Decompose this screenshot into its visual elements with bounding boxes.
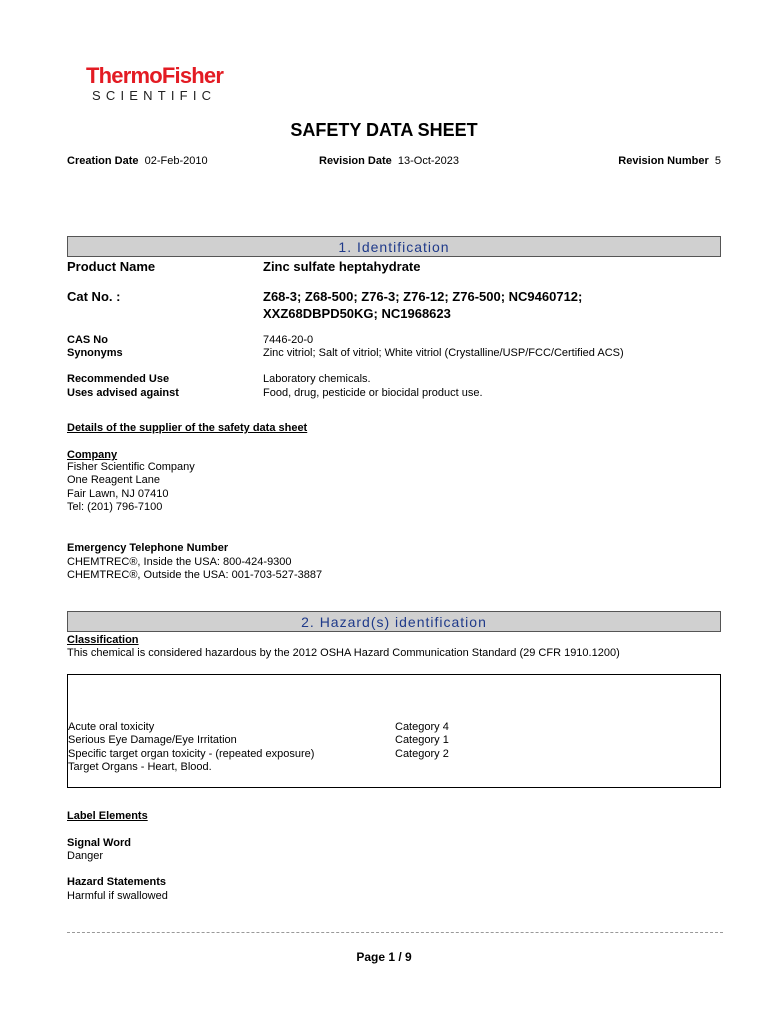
revision-date bbox=[319, 155, 459, 167]
creation-date bbox=[67, 155, 208, 167]
revision-date-value: 13-Oct-2023 bbox=[397, 155, 460, 167]
emergency-phone-list bbox=[67, 556, 322, 583]
supplier-heading: Details of the supplier of the safety data sheet bbox=[67, 422, 308, 434]
company-line: One Reagent Lane bbox=[67, 474, 160, 487]
brand-logo-wordmark: ThermoFisher bbox=[86, 63, 224, 88]
product-name-label: Product Name bbox=[67, 259, 156, 274]
company-address bbox=[67, 461, 195, 514]
recommended-use-value: Laboratory chemicals. bbox=[263, 373, 371, 385]
brand-logo-subtitle: SCIENTIFIC bbox=[92, 88, 217, 103]
cat-no-label: Cat No. : bbox=[67, 289, 121, 304]
hazard-name: Specific target organ toxicity - (repeated exposure) bbox=[68, 747, 315, 760]
company-line: Tel: (201) 796-7100 bbox=[67, 500, 163, 513]
footer-divider bbox=[67, 932, 723, 933]
section-2-heading: 2. Hazard(s) identification bbox=[67, 611, 721, 632]
hazard-name: Serious Eye Damage/Eye Irritation bbox=[68, 734, 237, 747]
hazard-category-list bbox=[395, 721, 449, 761]
hazard-statements-label: Hazard Statements bbox=[67, 876, 167, 888]
revision-date-label: Revision Date bbox=[319, 155, 392, 167]
page-number: Page 1 / 9 bbox=[356, 950, 412, 964]
product-name-value: Zinc sulfate heptahydrate bbox=[263, 259, 421, 274]
classification-text: This chemical is considered hazardous by the 2012 OSHA Hazard Communication Standard (29 CFR 1910.1200) bbox=[67, 647, 620, 659]
hazard-statements-value: Harmful if swallowed bbox=[67, 890, 168, 902]
company-line: Fisher Scientific Company bbox=[67, 461, 195, 473]
emergency-phone-line: CHEMTREC®, Outside the USA: 001-703-527-3887 bbox=[67, 569, 323, 582]
signal-word-label: Signal Word bbox=[67, 837, 131, 849]
company-line: Fair Lawn, NJ 07410 bbox=[67, 487, 169, 500]
creation-date-value: 02-Feb-2010 bbox=[144, 155, 208, 167]
uses-advised-against-value: Food, drug, pesticide or biocidal product use. bbox=[263, 387, 483, 399]
cas-value: 7446-20-0 bbox=[263, 334, 314, 346]
emergency-phone-line: CHEMTREC®, Inside the USA: 800-424-9300 bbox=[67, 556, 292, 568]
section-1-heading: 1. Identification bbox=[67, 236, 721, 257]
revision-number-value: 5 bbox=[714, 155, 721, 167]
revision-number-label: Revision Number bbox=[618, 155, 709, 167]
hazard-name: Acute oral toxicity bbox=[68, 721, 155, 733]
cat-no-line-1: Z68-3; Z68-500; Z76-3; Z76-12; Z76-500; NC9460712; bbox=[263, 289, 583, 304]
synonyms-label: Synonyms bbox=[67, 347, 123, 359]
hazard-category: Category 4 bbox=[395, 721, 449, 733]
creation-date-label: Creation Date bbox=[67, 155, 139, 167]
emergency-phone-label: Emergency Telephone Number bbox=[67, 542, 229, 554]
recommended-use-label: Recommended Use bbox=[67, 373, 170, 385]
hazard-list bbox=[68, 721, 314, 774]
target-organs: Target Organs - Heart, Blood. bbox=[68, 760, 212, 773]
uses-advised-against-label: Uses advised against bbox=[67, 387, 179, 399]
classification-label: Classification bbox=[67, 634, 139, 646]
revision-number bbox=[618, 155, 721, 167]
label-elements-heading: Label Elements bbox=[67, 810, 148, 822]
company-label: Company bbox=[67, 449, 118, 461]
signal-word-value: Danger bbox=[67, 850, 104, 862]
hazard-category: Category 2 bbox=[395, 747, 449, 760]
document-title: SAFETY DATA SHEET bbox=[290, 120, 478, 140]
synonyms-value: Zinc vitriol; Salt of vitriol; White vitriol (Crystalline/USP/FCC/Certified ACS) bbox=[263, 347, 624, 359]
cas-label: CAS No bbox=[67, 334, 108, 346]
hazard-category: Category 1 bbox=[395, 734, 449, 747]
cat-no-line-2: XXZ68DBPD50KG; NC1968623 bbox=[263, 306, 451, 321]
